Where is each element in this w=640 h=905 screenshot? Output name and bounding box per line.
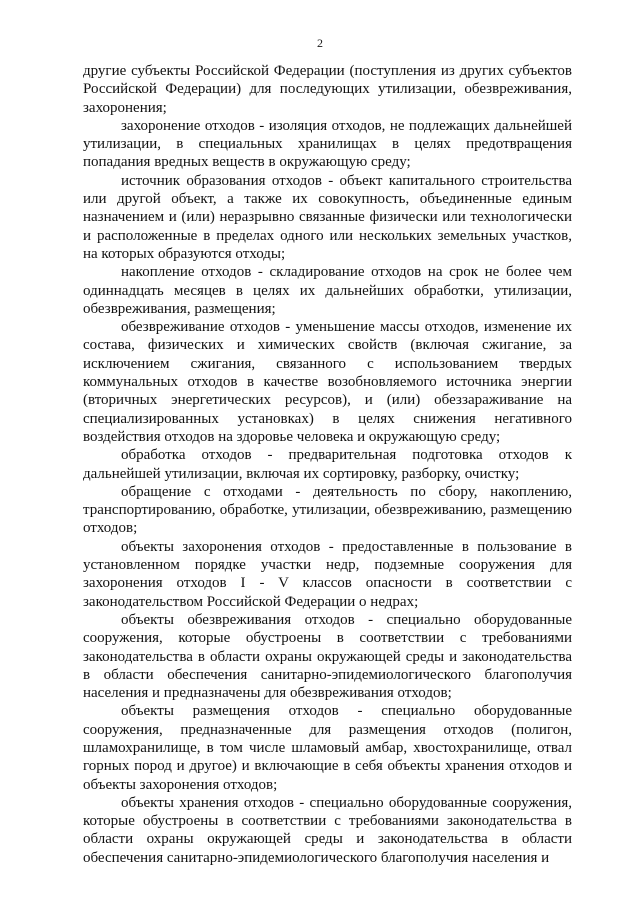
paragraph-definition-handling: обращение с отходами - деятельность по сбору, накоплению, транспортированию, обработке, утилизации, обезвреживанию, размещению отходов;: [83, 483, 572, 537]
paragraph-definition-accumulation: накопление отходов - складирование отходов на срок не более чем одиннадцать месяцев в целях их дальнейших обработки, утилизации, обезвреживания, размещения;: [83, 264, 572, 317]
paragraph-definition-processing: обработка отходов - предварительная подготовка отходов к дальнейшей утилизации, включая их сортировку, разборку, очистку;: [83, 447, 572, 482]
page-number: 2: [317, 36, 323, 50]
paragraph-definition-waste-source: источник образования отходов - объект капитального строительства или другой объект, а также их совокупность, объединенные единым назначением и (или) неразрывно связанные физически или технологически и расположенные в пределах одного или нескольких земельных участков, на которых образуются отходы;: [83, 172, 572, 262]
paragraph-definition-neutralization-facilities: объекты обезвреживания отходов - специально оборудованные сооружения, которые обустроены в соответствии с требованиями законодательства в области охраны окружающей среды и законодательства в области обеспечения санитарно-эпидемиологического благополучия населения и предназначены для обезвреживания отходов;: [83, 611, 572, 702]
paragraph-definition-placement-facilities: объекты размещения отходов - специально оборудованные сооружения, предназначенные для размещения отходов (полигон, шламохранилище, в том числе шламовый амбар, хвостохранилище, отвал горных пород и другое) и включающие в себя объекты хранения отходов и объекты захоронения отходов;: [83, 703, 572, 793]
paragraph-definition-storage-facilities: объекты хранения отходов - специально оборудованные сооружения, которые обустроены в соответствии с требованиями законодательства в области охраны окружающей среды и законодательства в области обеспечения санитарно-эпидемиологического благополучия населения и: [83, 794, 572, 866]
paragraph-definition-burial: захоронение отходов - изоляция отходов, не подлежащих дальнейшей утилизации, в специальных хранилищах в целях предотвращения попадания вредных веществ в окружающую среду;: [83, 117, 572, 171]
paragraph-definition-burial-facilities: объекты захоронения отходов - предоставленные в пользование в установленном порядке участки недр, подземные сооружения для захоронения отходов I - V классов опасности в соответствии с законодательством Российской Федерации о недрах;: [83, 538, 572, 610]
paragraph-continuation: другие субъекты Российской Федерации (поступления из других субъектов Российской Федерации) для последующих утилизации, обезвреживания, захоронения;: [83, 63, 572, 116]
paragraph-definition-neutralization: обезвреживание отходов - уменьшение массы отходов, изменение их состава, физических и химических свойств (включая сжигание, за исключением сжигания, связанного с использованием твердых коммунальных отходов в качестве возобновляемого источника энергии (вторичных энергетических ресурсов), и (или) обеззараживание на специализированных установках) в целях снижения негативного воздействия отходов на здоровье человека и окружающую среду;: [83, 319, 572, 445]
document-body: [83, 62, 572, 867]
